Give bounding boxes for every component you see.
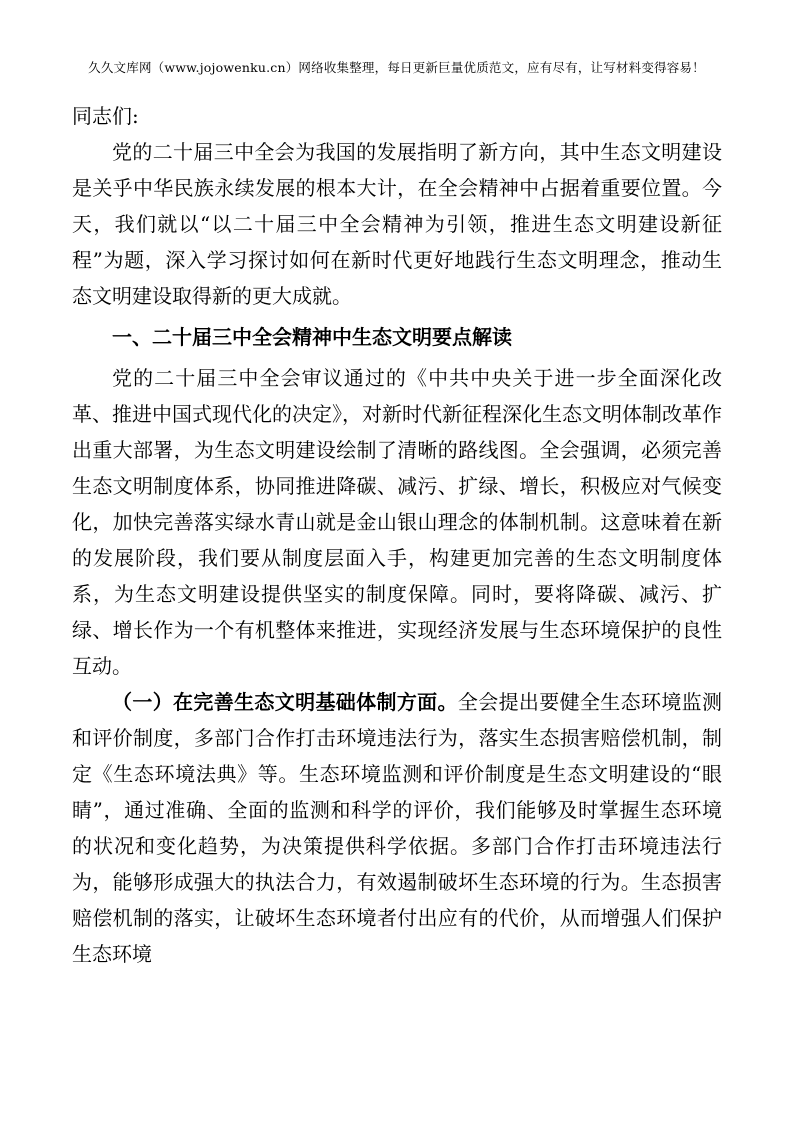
salutation: 同志们:: [72, 104, 139, 128]
intro-paragraph: 党的二十届三中全会为我国的发展指明了新方向，其中生态文明建设是关乎中华民族永续发展的根本大计，在全会精神中占据着重要位置。今天，我们就以“以二十届三中全会精神为引领，推进生态文明建设新征程”为题，深入学习探讨如何在新时代更好地践行生态文明理念，推动生态文明建设取得新的更大成就。: [72, 140, 722, 308]
subsection-paragraph: [72, 684, 722, 972]
header-note: 久久文库网（www.jojowenku.cn）网络收集整理，每日更新巨量优质范文，应有尽有，让写材料变得容易！: [88, 60, 705, 75]
subsection-heading: （一）在完善生态文明基础体制方面。: [112, 690, 458, 714]
section-paragraph: 党的二十届三中全会审议通过的《中共中央关于进一步全面深化改革、推进中国式现代化的决定》，对新时代新征程深化生态文明体制改革作出重大部署，为生态文明建设绘制了清晰的路线图。全会强调，必须完善生态文明制度体系，协同推进降碳、减污、扩绿、增长，积极应对气候变化，加快完善落实绿水青山就是金山银山理念的体制机制。这意味着在新的发展阶段，我们要从制度层面入手，构建更加完善的生态文明制度体系，为生态文明建设提供坚实的制度保障。同时，要将降碳、减污、扩绿、增长作为一个有机整体来推进，实现经济发展与生态环境保护的良性互动。: [72, 366, 722, 678]
document-body: [72, 98, 722, 972]
subsection-body: 全会提出要健全生态环境监测和评价制度，多部门合作打击环境违法行为，落实生态损害赔偿机制，制定《生态环境法典》等。生态环境监测和评价制度是生态文明建设的“眼睛”，通过准确、全面的监测和科学的评价，我们能够及时掌握生态环境的状况和变化趋势，为决策提供科学依据。多部门合作打击环境违法行为，能够形成强大的执法合力，有效遏制破坏生态环境的行为。生态损害赔偿机制的落实，让破坏生态环境者付出应有的代价，从而增强人们保护生态环境: [72, 690, 723, 966]
section-heading: 一、二十届三中全会精神中生态文明要点解读: [112, 325, 512, 349]
